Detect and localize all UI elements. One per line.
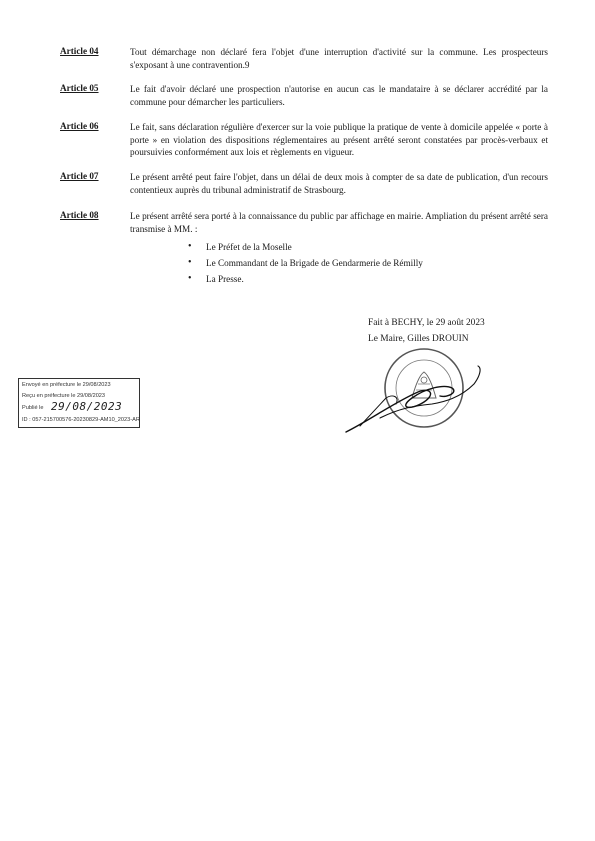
- article-label: Article 08: [60, 210, 99, 220]
- recipient-item: • Le Commandant de la Brigade de Gendarmerie de Rémilly: [188, 255, 548, 271]
- recipient-list: [130, 239, 548, 287]
- article-label: Article 05: [60, 83, 99, 93]
- stamp-sent: Envoyé en préfecture le 29/08/2023: [22, 382, 111, 388]
- article-text: Le fait d'avoir déclaré une prospection n'autorise en aucun cas le mandataire à se déclarer accrédité par la commune pour démarcher les particuliers.: [130, 84, 548, 107]
- transmission-stamp: [18, 378, 140, 428]
- article-text: Le présent arrêté peut faire l'objet, dans un délai de deux mois à compter de sa date de publication, d'un recours contentieux auprès du tribunal administratif de Strasbourg.: [130, 172, 548, 195]
- stamp-id: ID : 057-215700576-20230829-AM10_2023-AR: [22, 417, 140, 423]
- article-text: Le fait, sans déclaration régulière d'exercer sur la voie publique la pratique de vente à domicile appelée « porte à porte » en violation des dispositions réglementaires au présent arrêté seront constatées par procès-verbaux et poursuivies conformément aux lois et règlements en vigueur.: [130, 122, 548, 157]
- place-date: Fait à BECHY, le 29 août 2023: [368, 318, 485, 328]
- article-label: Article 07: [60, 171, 99, 181]
- recipient-item: • La Presse.: [188, 271, 548, 287]
- mayor-name: Le Maire, Gilles DROUIN: [368, 334, 469, 344]
- recipient-item: • Le Préfet de la Moselle: [188, 239, 548, 255]
- article-text: Tout démarchage non déclaré fera l'objet d'une interruption d'activité sur la commune. Les prospecteurs s'exposant à une contravention.9: [130, 47, 548, 70]
- stamp-published-date: 29/08/2023: [51, 400, 123, 413]
- article-label: Article 06: [60, 121, 99, 131]
- article-08-intro: Le présent arrêté sera porté à la connaissance du public par affichage en mairie. Ampliation du présent arrêté sera transmise à MM. :: [130, 211, 548, 234]
- stamp-received: Reçu en préfecture le 29/08/2023: [22, 393, 106, 399]
- stamp-published-label: Publié le: [22, 405, 44, 411]
- mayor-signature: [340, 358, 490, 438]
- article-label: Article 04: [60, 46, 99, 56]
- article-text: [130, 210, 548, 287]
